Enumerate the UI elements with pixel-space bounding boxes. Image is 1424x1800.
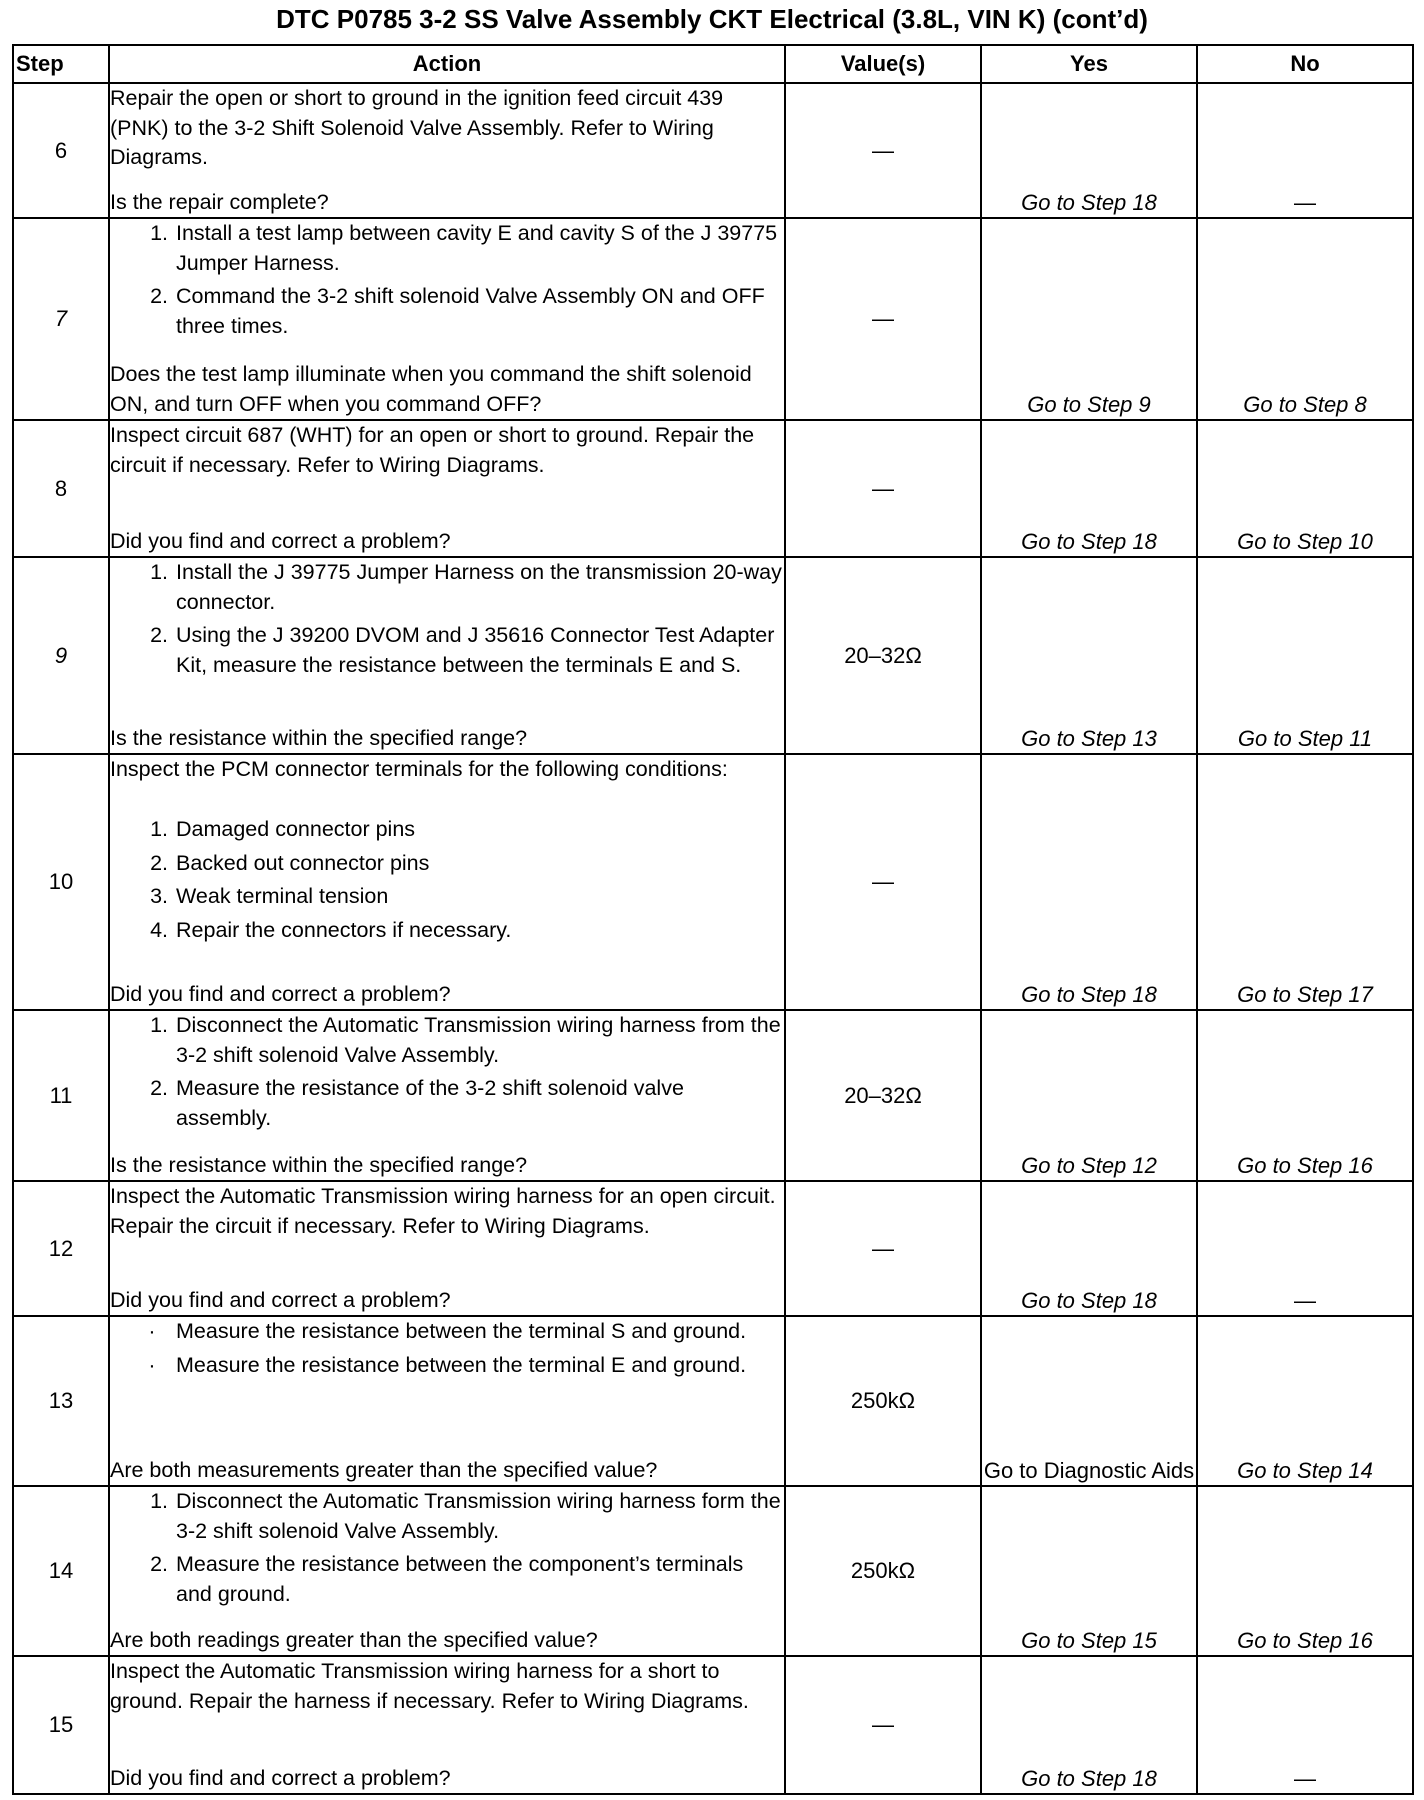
value-cell: — bbox=[785, 1656, 981, 1794]
action-steps bbox=[110, 1487, 784, 1613]
action-question: Did you find and correct a problem? bbox=[110, 528, 451, 553]
action-question: Are both measurements greater than the specified value? bbox=[110, 1457, 658, 1482]
value-cell: — bbox=[785, 83, 981, 218]
table-row bbox=[13, 1010, 1413, 1181]
no-cell: Go to Step 16 bbox=[1197, 1010, 1413, 1181]
item-number: 4. bbox=[150, 917, 168, 942]
action-cell bbox=[109, 754, 785, 1010]
no-cell: Go to Step 17 bbox=[1197, 754, 1413, 1010]
column-header-no: No bbox=[1197, 45, 1413, 83]
table-row bbox=[13, 218, 1413, 420]
list-item bbox=[110, 219, 784, 278]
item-text: Backed out connector pins bbox=[176, 850, 430, 875]
action-cell bbox=[109, 1010, 785, 1181]
value-cell: — bbox=[785, 754, 981, 1010]
diagnostic-table bbox=[12, 44, 1414, 1795]
item-text: Repair the connectors if necessary. bbox=[176, 917, 512, 942]
item-text: Command the 3-2 shift solenoid Valve Assembly ON and OFF three times. bbox=[176, 284, 765, 338]
table-row bbox=[13, 1181, 1413, 1316]
item-number: 2. bbox=[150, 850, 168, 875]
action-text: Inspect the Automatic Transmission wiring harness for an open circuit. Repair the circuit if necessary. Refer to Wiring Diagrams. bbox=[110, 1184, 776, 1238]
action-text: Inspect circuit 687 (WHT) for an open or short to ground. Repair the circuit if necessary. Refer to Wiring Diagrams. bbox=[110, 423, 755, 477]
action-cell bbox=[109, 1316, 785, 1486]
action-cell bbox=[109, 1181, 785, 1316]
value-cell: — bbox=[785, 218, 981, 420]
list-item bbox=[110, 282, 784, 341]
action-question: Is the resistance within the specified range? bbox=[110, 1152, 528, 1177]
item-number: 1. bbox=[150, 221, 168, 245]
list-item bbox=[110, 916, 784, 946]
yes-cell: Go to Step 18 bbox=[981, 1181, 1197, 1316]
action-steps bbox=[110, 1317, 784, 1384]
action-text: Inspect the Automatic Transmission wiring harness for a short to ground. Repair the harness if necessary. Refer to Wiring Diagrams. bbox=[110, 1659, 749, 1713]
step-number: 12 bbox=[13, 1181, 109, 1316]
item-number: 2. bbox=[150, 284, 168, 308]
item-number: 2. bbox=[150, 1552, 168, 1576]
action-steps bbox=[110, 558, 784, 684]
action-question: Is the resistance within the specified range? bbox=[110, 725, 528, 750]
table-header-row bbox=[13, 45, 1413, 83]
action-cell bbox=[109, 1486, 785, 1656]
action-question: Did you find and correct a problem? bbox=[110, 981, 451, 1006]
item-text: Measure the resistance between the terminal E and ground. bbox=[176, 1352, 747, 1377]
list-item bbox=[110, 849, 784, 879]
column-header-values: Value(s) bbox=[785, 45, 981, 83]
list-item bbox=[110, 1351, 784, 1381]
no-cell: Go to Step 8 bbox=[1197, 218, 1413, 420]
column-header-action: Action bbox=[109, 45, 785, 83]
item-text: Disconnect the Automatic Transmission wiring harness from the 3-2 shift solenoid Valve Assembly. bbox=[176, 1013, 781, 1067]
bullet-icon: · bbox=[148, 1319, 156, 1343]
no-cell: Go to Step 11 bbox=[1197, 557, 1413, 754]
step-number: 11 bbox=[13, 1010, 109, 1181]
action-cell bbox=[109, 420, 785, 557]
item-text: Disconnect the Automatic Transmission wiring harness form the 3-2 shift solenoid Valve Assembly. bbox=[176, 1489, 781, 1543]
step-number: 7 bbox=[13, 218, 109, 420]
no-cell: — bbox=[1197, 83, 1413, 218]
action-cell bbox=[109, 1656, 785, 1794]
list-item bbox=[110, 621, 784, 680]
value-cell: 20–32Ω bbox=[785, 557, 981, 754]
step-number: 14 bbox=[13, 1486, 109, 1656]
yes-cell: Go to Step 18 bbox=[981, 1656, 1197, 1794]
item-number: 1. bbox=[150, 1489, 168, 1513]
action-steps bbox=[110, 219, 784, 345]
yes-cell: Go to Step 15 bbox=[981, 1486, 1197, 1656]
item-number: 3. bbox=[150, 884, 168, 908]
item-text: Measure the resistance between the component’s terminals and ground. bbox=[176, 1552, 744, 1606]
yes-cell: Go to Step 18 bbox=[981, 420, 1197, 557]
action-question: Did you find and correct a problem? bbox=[110, 1287, 451, 1312]
yes-cell: Go to Step 18 bbox=[981, 754, 1197, 1010]
bullet-icon: · bbox=[148, 1352, 156, 1377]
list-item bbox=[110, 1550, 784, 1609]
item-number: 1. bbox=[150, 817, 168, 841]
column-header-yes: Yes bbox=[981, 45, 1197, 83]
value-cell: 250kΩ bbox=[785, 1486, 981, 1656]
item-text: Measure the resistance between the terminal S and ground. bbox=[176, 1319, 747, 1343]
yes-cell: Go to Step 12 bbox=[981, 1010, 1197, 1181]
table-row bbox=[13, 754, 1413, 1010]
action-question: Are both readings greater than the specified value? bbox=[110, 1627, 598, 1652]
action-steps bbox=[110, 1011, 784, 1137]
table-row bbox=[13, 420, 1413, 557]
action-cell bbox=[109, 83, 785, 218]
item-text: Install the J 39775 Jumper Harness on the transmission 20-way connector. bbox=[176, 560, 782, 614]
list-item bbox=[110, 558, 784, 617]
step-number: 9 bbox=[13, 557, 109, 754]
item-text: Install a test lamp between cavity E and cavity S of the J 39775 Jumper Harness. bbox=[176, 221, 778, 275]
no-cell: Go to Step 16 bbox=[1197, 1486, 1413, 1656]
value-cell: — bbox=[785, 420, 981, 557]
table-row bbox=[13, 1656, 1413, 1794]
no-cell: Go to Step 14 bbox=[1197, 1316, 1413, 1486]
list-item bbox=[110, 1074, 784, 1133]
action-cell bbox=[109, 557, 785, 754]
action-cell bbox=[109, 218, 785, 420]
item-text: Damaged connector pins bbox=[176, 817, 416, 841]
item-text: Using the J 39200 DVOM and J 35616 Connector Test Adapter Kit, measure the resistance between the terminals E and S. bbox=[176, 623, 775, 677]
step-number: 15 bbox=[13, 1656, 109, 1794]
step-number: 10 bbox=[13, 754, 109, 1010]
step-number: 13 bbox=[13, 1316, 109, 1486]
value-cell: 250kΩ bbox=[785, 1316, 981, 1486]
column-header-step: Step bbox=[13, 45, 109, 83]
yes-cell: Go to Step 9 bbox=[981, 218, 1197, 420]
no-cell: — bbox=[1197, 1656, 1413, 1794]
value-cell: — bbox=[785, 1181, 981, 1316]
table-row bbox=[13, 83, 1413, 218]
action-question: Is the repair complete? bbox=[110, 189, 329, 214]
action-question: Did you find and correct a problem? bbox=[110, 1765, 451, 1790]
item-number: 1. bbox=[150, 560, 168, 584]
no-cell: — bbox=[1197, 1181, 1413, 1316]
yes-cell: Go to Step 13 bbox=[981, 557, 1197, 754]
table-row bbox=[13, 1316, 1413, 1486]
list-item bbox=[110, 1011, 784, 1070]
step-number: 8 bbox=[13, 420, 109, 557]
step-number: 6 bbox=[13, 83, 109, 218]
value-cell: 20–32Ω bbox=[785, 1010, 981, 1181]
list-item bbox=[110, 1317, 784, 1347]
table-row bbox=[13, 557, 1413, 754]
item-text: Measure the resistance of the 3-2 shift solenoid valve assembly. bbox=[176, 1076, 684, 1130]
yes-cell: Go to Diagnostic Aids bbox=[981, 1316, 1197, 1486]
list-item bbox=[110, 882, 784, 912]
action-steps bbox=[110, 815, 784, 949]
no-cell: Go to Step 10 bbox=[1197, 420, 1413, 557]
list-item bbox=[110, 1487, 784, 1546]
action-question: Does the test lamp illuminate when you command the shift solenoid ON, and turn OFF when you command OFF? bbox=[110, 362, 752, 416]
page-title: DTC P0785 3-2 SS Valve Assembly CKT Electrical (3.8L, VIN K) (cont’d) bbox=[276, 4, 1148, 34]
yes-cell: Go to Step 18 bbox=[981, 83, 1197, 218]
item-number: 2. bbox=[150, 1076, 168, 1100]
item-text: Weak terminal tension bbox=[176, 884, 389, 908]
action-text: Repair the open or short to ground in the ignition feed circuit 439 (PNK) to the 3-2 Shift Solenoid Valve Assembly. Refer to Wiring Diagrams. bbox=[110, 86, 724, 169]
list-item bbox=[110, 815, 784, 845]
table-row bbox=[13, 1486, 1413, 1656]
item-number: 1. bbox=[150, 1013, 168, 1037]
item-number: 2. bbox=[150, 623, 168, 647]
action-text: Inspect the PCM connector terminals for the following conditions: bbox=[110, 757, 728, 781]
